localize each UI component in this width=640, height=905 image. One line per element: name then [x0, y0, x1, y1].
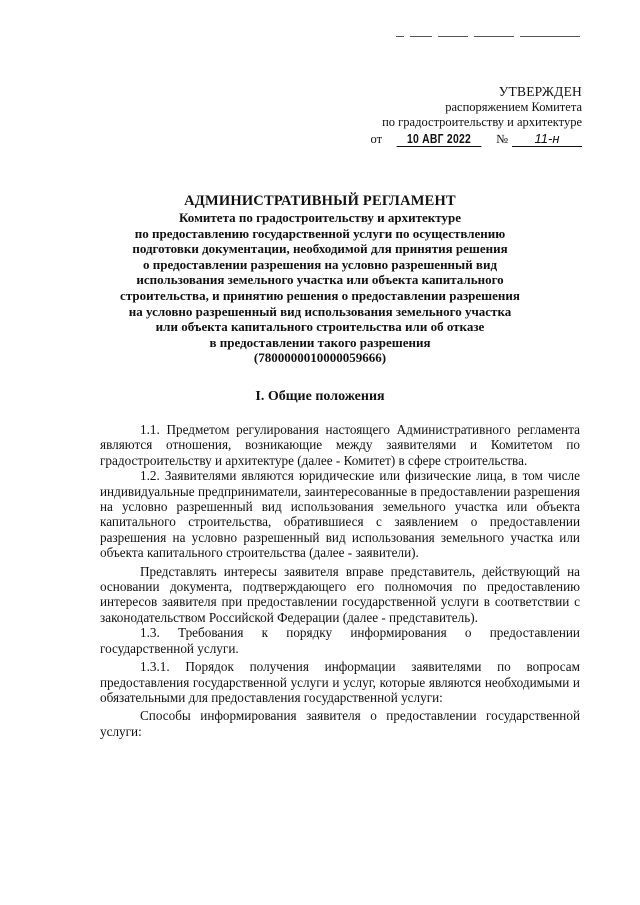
approval-date: 10 АВГ 2022: [397, 131, 482, 147]
approval-committee-line: по градостроительству и архитектуре: [382, 115, 582, 129]
title-line: или объекта капитального строительства или об отказе: [155, 319, 485, 335]
paragraph-representative: Представлять интересы заявителя вправе представитель, действующий на основании документа, подтверждающего его полномочия по предоставлению интересов заявителя при предоставлении государственной услуги в соответствии с законодательством Российской Федерации (далее - представитель).: [100, 563, 580, 625]
number-prefix: №: [496, 132, 508, 146]
paragraph-1-1: 1.1. Предметом регулирования настоящего Административного регламента являются отношения, возникающие между заявителями и Комитетом по градостроительству и архитектуре (далее - Комитет) в сфере строительства.: [100, 422, 580, 468]
approval-date-line: [322, 131, 582, 147]
paragraph-1-3-1: 1.3.1. Порядок получения информации заявителями по вопросам предоставления государственной услуги и услуг, которые являются необходимыми и обязательными для предоставления государственной услуги:: [100, 659, 580, 705]
document-title-block: [92, 192, 548, 366]
paragraph-methods: Способы информирования заявителя о предоставлении государственной услуги:: [100, 708, 580, 739]
date-prefix: от: [370, 132, 383, 146]
title-line: по предоставлению государственной услуги по осуществлению: [134, 225, 506, 241]
title-line: в предоставлении такого разрешения: [209, 334, 431, 350]
scan-artifact: [396, 36, 580, 38]
paragraph-1-2: 1.2. Заявителями являются юридические или физические лица, в том числе индивидуальные предприниматели, заинтересованные в предоставлении разрешения на условно разрешенный вид использования земельного участка или объекта капитального строительства, обратившиеся с заявлением о предоставлении разрешения на условно разрешенный вид использования земельного участка или объекта капитального строительства (далее - заявители).: [100, 468, 580, 561]
document-body: [100, 422, 580, 739]
title-line: на условно разрешенный вид использования земельного участка: [128, 303, 512, 319]
section-heading: I. Общие положения: [255, 389, 385, 404]
title-line: подготовки документации, необходимой для принятия решения: [132, 241, 508, 257]
title-line: Комитета по градостроительству и архитектуре: [179, 210, 461, 225]
approval-title: УТВЕРЖДЕН: [498, 84, 582, 99]
title-line: о предоставлении разрешения на условно разрешенный вид: [142, 256, 498, 272]
approval-order-line: распоряжением Комитета: [445, 100, 582, 114]
document-title: АДМИНИСТРАТИВНЫЙ РЕГЛАМЕНТ: [184, 193, 456, 209]
title-line: использования земельного участка или объекта капитального: [136, 272, 504, 288]
paragraph-1-3: 1.3. Требования к порядку информирования о предоставлении государственной услуги.: [100, 625, 580, 656]
service-code: (7800000010000059666): [253, 350, 387, 366]
approval-stamp-block: [322, 84, 582, 147]
title-line: строительства, и принятию решения о предоставлении разрешения: [120, 287, 520, 303]
approval-number: 11-н: [512, 131, 582, 147]
